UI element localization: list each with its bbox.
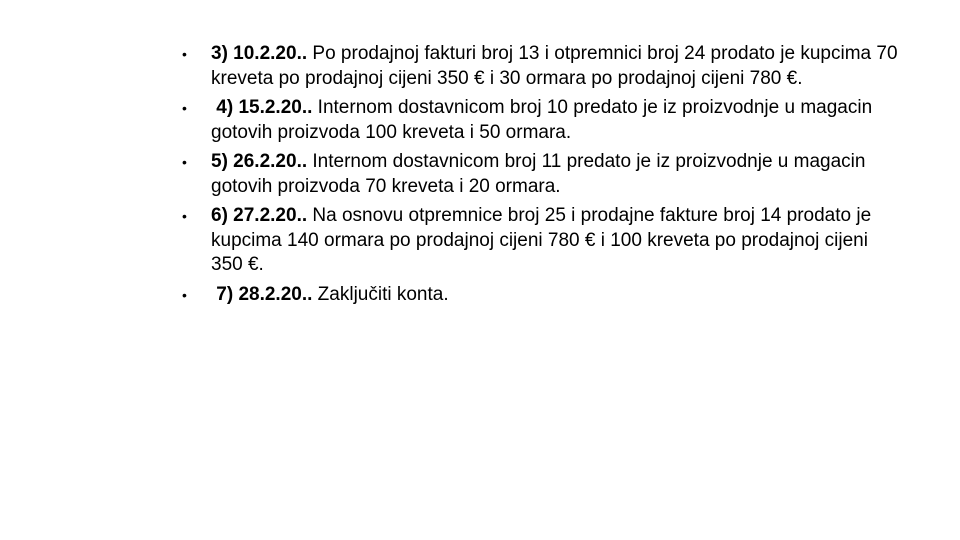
list-item (182, 150, 902, 199)
list-item (182, 42, 902, 91)
item-text: Zaključiti konta. (312, 283, 449, 305)
item-text: Internom dostavnicom broj 11 predato je iz proizvodnje u magacin gotovih proizvoda 70 kreveta i 20 ormara. (211, 151, 866, 197)
item-date: 4) 15.2.20.. (211, 97, 313, 118)
bullet-icon: • (182, 46, 187, 62)
item-date: 6) 27.2.20.. (211, 205, 308, 226)
item-date: 7) 28.2.20.. (211, 283, 313, 305)
list-item (182, 204, 902, 278)
item-text: Na osnovu otpremnice broj 25 i prodajne fakture broj 14 prodato je kupcima 140 ormara po prodajnoj cijeni 780 € i 100 kreveta po prodajnoj cijeni 350 €. (211, 205, 872, 275)
list-item (182, 96, 902, 145)
bullet-icon: • (182, 208, 187, 224)
item-date: 3) 10.2.20.. (211, 43, 308, 64)
item-text: Po prodajnoj fakturi broj 13 i otpremnici broj 24 prodato je kupcima 70 kreveta po prodajnoj cijeni 350 € i 30 ormara po prodajnoj cijeni 780 €. (211, 43, 898, 89)
item-text: Internom dostavnicom broj 10 predato je iz proizvodnje u magacin gotovih proizvoda 100 kreveta i 50 ormara. (211, 97, 873, 143)
list-item (182, 283, 902, 308)
task-list (182, 42, 902, 312)
bullet-icon: • (182, 100, 187, 116)
item-date: 5) 26.2.20.. (211, 151, 308, 172)
bullet-icon: • (182, 154, 187, 170)
bullet-icon: • (182, 286, 187, 303)
